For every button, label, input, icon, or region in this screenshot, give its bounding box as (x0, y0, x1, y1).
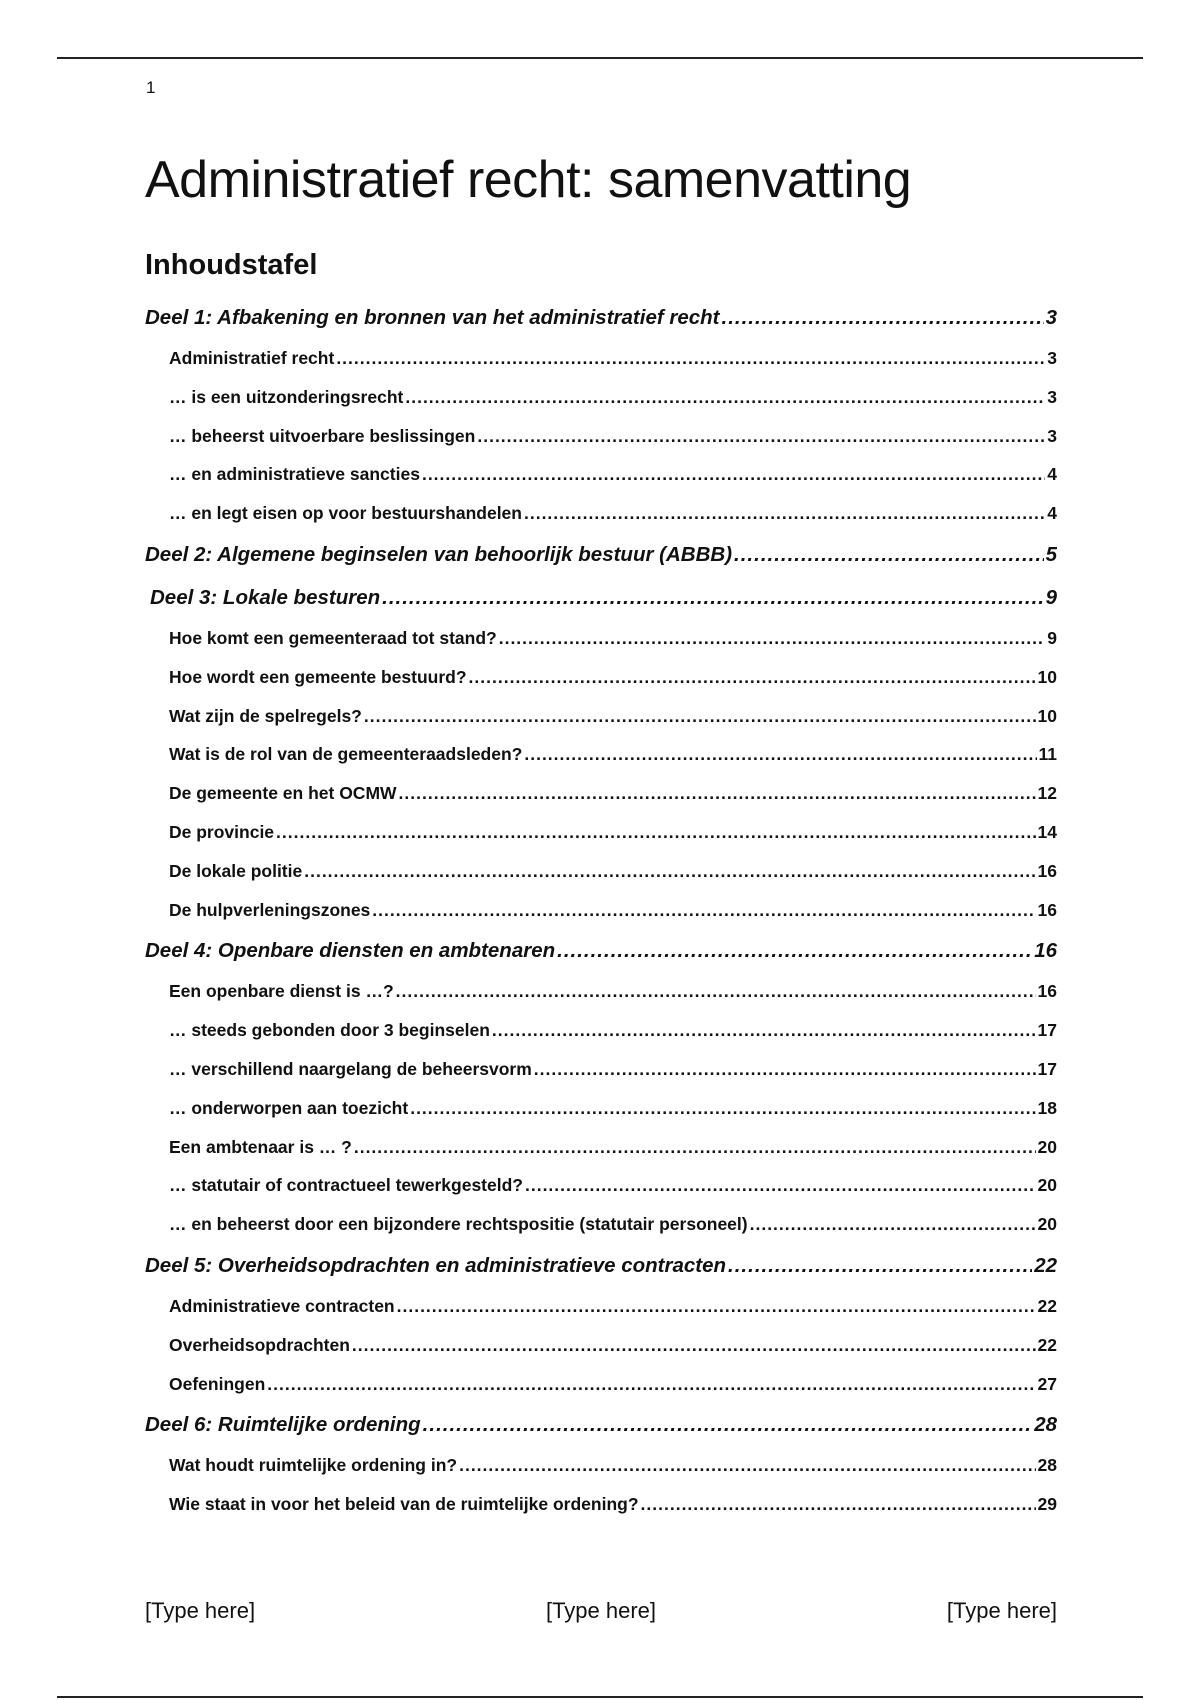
toc-section-entry[interactable] (145, 378, 1057, 417)
toc-dot-leader (557, 929, 1032, 972)
toc-entry-page: 22 (1037, 1334, 1057, 1355)
toc-entry-label: Een ambtenaar is … ? (169, 1136, 352, 1157)
toc-entry-page: 20 (1037, 1175, 1057, 1196)
toc-section-entry[interactable] (145, 1446, 1057, 1485)
toc-dot-leader (477, 417, 1045, 456)
toc-entry-label: Administratieve contracten (169, 1295, 395, 1316)
toc-entry-label: Deel 1: Afbakening en bronnen van het administratief recht (145, 306, 720, 329)
toc-section-entry[interactable] (145, 1326, 1057, 1365)
toc-entry-label: Oefeningen (169, 1373, 266, 1394)
toc-entry-label: Een openbare dienst is …? (169, 981, 394, 1002)
toc-entry-page: 3 (1047, 425, 1057, 446)
toc-section-entry[interactable] (145, 1011, 1057, 1050)
toc-chapter-entry[interactable] (145, 929, 1057, 972)
toc-dot-leader (525, 1166, 1036, 1205)
footer-right-text[interactable]: [Type here] (946, 1598, 1057, 1623)
toc-entry-label: De gemeente en het OCMW (169, 783, 397, 804)
page-number: 1 (146, 78, 156, 97)
toc-entry-label: De provincie (169, 821, 275, 842)
toc-entry-page: 9 (1047, 627, 1057, 648)
toc-entry-page: 20 (1037, 1136, 1057, 1157)
toc-dot-leader (734, 533, 1044, 576)
toc-section-entry[interactable] (145, 339, 1057, 378)
toc-dot-leader (396, 972, 1036, 1011)
footer-center-text[interactable]: [Type here] (545, 1598, 657, 1623)
toc-entry-page: 5 (1045, 542, 1057, 566)
toc-dot-leader (364, 697, 1036, 736)
toc-chapter-entry[interactable] (145, 296, 1057, 339)
toc-entry-page: 20 (1037, 1214, 1057, 1235)
toc-entry-label: Deel 5: Overheidsopdrachten en administratieve contracten (145, 1253, 727, 1277)
toc-dot-leader (534, 1050, 1036, 1089)
toc-entry-label: Administratief recht (169, 348, 335, 368)
toc-entry-page: 16 (1037, 899, 1057, 920)
toc-dot-leader (722, 296, 1044, 339)
toc-dot-leader (410, 1089, 1035, 1128)
table-of-contents (145, 296, 1057, 1524)
toc-dot-leader (382, 576, 1043, 619)
toc-entry-page: 16 (1037, 860, 1057, 881)
toc-section-entry[interactable] (145, 697, 1057, 736)
toc-chapter-entry[interactable] (145, 1403, 1057, 1446)
toc-section-entry[interactable] (145, 1485, 1057, 1524)
toc-section-entry[interactable] (145, 972, 1057, 1011)
toc-section-entry[interactable] (145, 658, 1057, 697)
toc-dot-leader (372, 891, 1035, 930)
toc-entry-page: 11 (1038, 744, 1057, 765)
toc-dot-leader (524, 735, 1036, 774)
header-rule (57, 57, 1143, 59)
toc-section-entry[interactable] (145, 813, 1057, 852)
toc-entry-page: 18 (1037, 1097, 1057, 1118)
toc-entry-page: 14 (1037, 821, 1057, 842)
toc-entry-label: … en beheerst door een bijzondere rechtspositie (statutair personeel) (169, 1214, 748, 1235)
toc-section-entry[interactable] (145, 619, 1057, 658)
toc-entry-page: 17 (1037, 1020, 1057, 1041)
toc-entry-page: 27 (1037, 1373, 1057, 1394)
toc-entry-label: Deel 4: Openbare diensten en ambtenaren (145, 939, 556, 963)
toc-dot-leader (304, 852, 1035, 891)
toc-entry-label: De lokale politie (169, 860, 303, 881)
toc-entry-page: 9 (1045, 585, 1057, 609)
toc-dot-leader (423, 1403, 1033, 1446)
toc-dot-leader (399, 774, 1036, 813)
toc-entry-label: … is een uitzonderingsrecht (169, 386, 404, 407)
toc-section-entry[interactable] (145, 774, 1057, 813)
toc-entry-label: Wat is de rol van de gemeenteraadsleden? (169, 744, 523, 765)
toc-dot-leader (641, 1485, 1036, 1524)
toc-entry-label: Deel 6: Ruimtelijke ordening (145, 1413, 421, 1437)
footer (145, 1598, 1057, 1628)
toc-section-entry[interactable] (145, 417, 1057, 456)
toc-dot-leader (728, 1244, 1032, 1287)
toc-entry-label: … en administratieve sancties (169, 464, 420, 485)
toc-dot-leader (492, 1011, 1036, 1050)
document-title: Administratief recht: samenvatting (145, 151, 912, 209)
toc-dot-leader (354, 1128, 1036, 1167)
toc-entry-label: Hoe komt een gemeenteraad tot stand? (169, 627, 497, 648)
toc-section-entry[interactable] (145, 1089, 1057, 1128)
toc-section-entry[interactable] (145, 494, 1057, 533)
toc-dot-leader (352, 1326, 1036, 1365)
toc-entry-page: 28 (1037, 1455, 1057, 1476)
toc-entry-label: De hulpverleningszones (169, 899, 371, 920)
toc-section-entry[interactable] (145, 891, 1057, 930)
toc-entry-page: 10 (1037, 666, 1057, 687)
toc-entry-page: 22 (1037, 1295, 1057, 1316)
toc-entry-page: 3 (1047, 386, 1057, 407)
toc-entry-label: Wat zijn de spelregels? (169, 705, 362, 726)
toc-chapter-entry[interactable] (145, 533, 1057, 576)
toc-entry-label: … onderworpen aan toezicht (169, 1097, 409, 1118)
toc-section-entry[interactable] (145, 1365, 1057, 1404)
toc-dot-leader (405, 378, 1045, 417)
toc-section-entry[interactable] (145, 1128, 1057, 1167)
toc-chapter-entry[interactable] (145, 1244, 1057, 1287)
toc-section-entry[interactable] (145, 1205, 1057, 1244)
toc-entry-page: 16 (1034, 939, 1057, 963)
toc-entry-label: Deel 2: Algemene beginselen van behoorlijk bestuur (ABBB) (145, 542, 733, 566)
toc-entry-label: … en legt eisen op voor bestuurshandelen (169, 503, 522, 524)
toc-entry-label: Overheidsopdrachten (169, 1334, 350, 1355)
toc-entry-label: Deel 3: Lokale besturen (150, 585, 381, 609)
toc-entry-label: Wie staat in voor het beleid van de ruimtelijke ordening? (169, 1494, 639, 1515)
toc-dot-leader (459, 1446, 1035, 1485)
toc-entry-label: Hoe wordt een gemeente bestuurd? (169, 666, 467, 687)
toc-entry-label: Wat houdt ruimtelijke ordening in? (169, 1455, 458, 1476)
toc-section-entry[interactable] (145, 735, 1057, 774)
toc-entry-page: 10 (1037, 705, 1057, 726)
toc-entry-label: … beheerst uitvoerbare beslissingen (169, 425, 476, 446)
toc-section-entry[interactable] (145, 1287, 1057, 1326)
toc-entry-page: 4 (1047, 464, 1057, 485)
toc-entry-page: 3 (1047, 348, 1057, 368)
toc-heading: Inhoudstafel (145, 249, 318, 281)
toc-entry-page: 3 (1045, 306, 1057, 329)
toc-dot-leader (397, 1287, 1036, 1326)
toc-section-entry[interactable] (145, 852, 1057, 891)
toc-entry-page: 22 (1034, 1253, 1057, 1277)
toc-dot-leader (276, 813, 1035, 852)
toc-dot-leader (422, 455, 1045, 494)
toc-dot-leader (499, 619, 1046, 658)
toc-dot-leader (267, 1365, 1035, 1404)
toc-chapter-entry[interactable] (145, 576, 1057, 619)
toc-dot-leader (750, 1205, 1036, 1244)
toc-entry-label: … statutair of contractueel tewerkgesteld? (169, 1175, 523, 1196)
toc-dot-leader (469, 658, 1036, 697)
toc-entry-page: 16 (1037, 981, 1057, 1002)
toc-entry-page: 28 (1034, 1413, 1057, 1437)
toc-entry-page: 12 (1037, 783, 1057, 804)
toc-entry-page: 4 (1047, 503, 1057, 524)
footer-rule (57, 1696, 1143, 1698)
toc-entry-page: 29 (1037, 1494, 1057, 1515)
toc-section-entry[interactable] (145, 1050, 1057, 1089)
toc-entry-page: 17 (1037, 1058, 1057, 1079)
toc-entry-label: … steeds gebonden door 3 beginselen (169, 1020, 490, 1041)
toc-section-entry[interactable] (145, 1166, 1057, 1205)
footer-left-text[interactable]: [Type here] (145, 1598, 256, 1623)
toc-section-entry[interactable] (145, 455, 1057, 494)
toc-entry-label: … verschillend naargelang de beheersvorm (169, 1058, 532, 1079)
toc-dot-leader (524, 494, 1045, 533)
toc-dot-leader (336, 339, 1045, 378)
